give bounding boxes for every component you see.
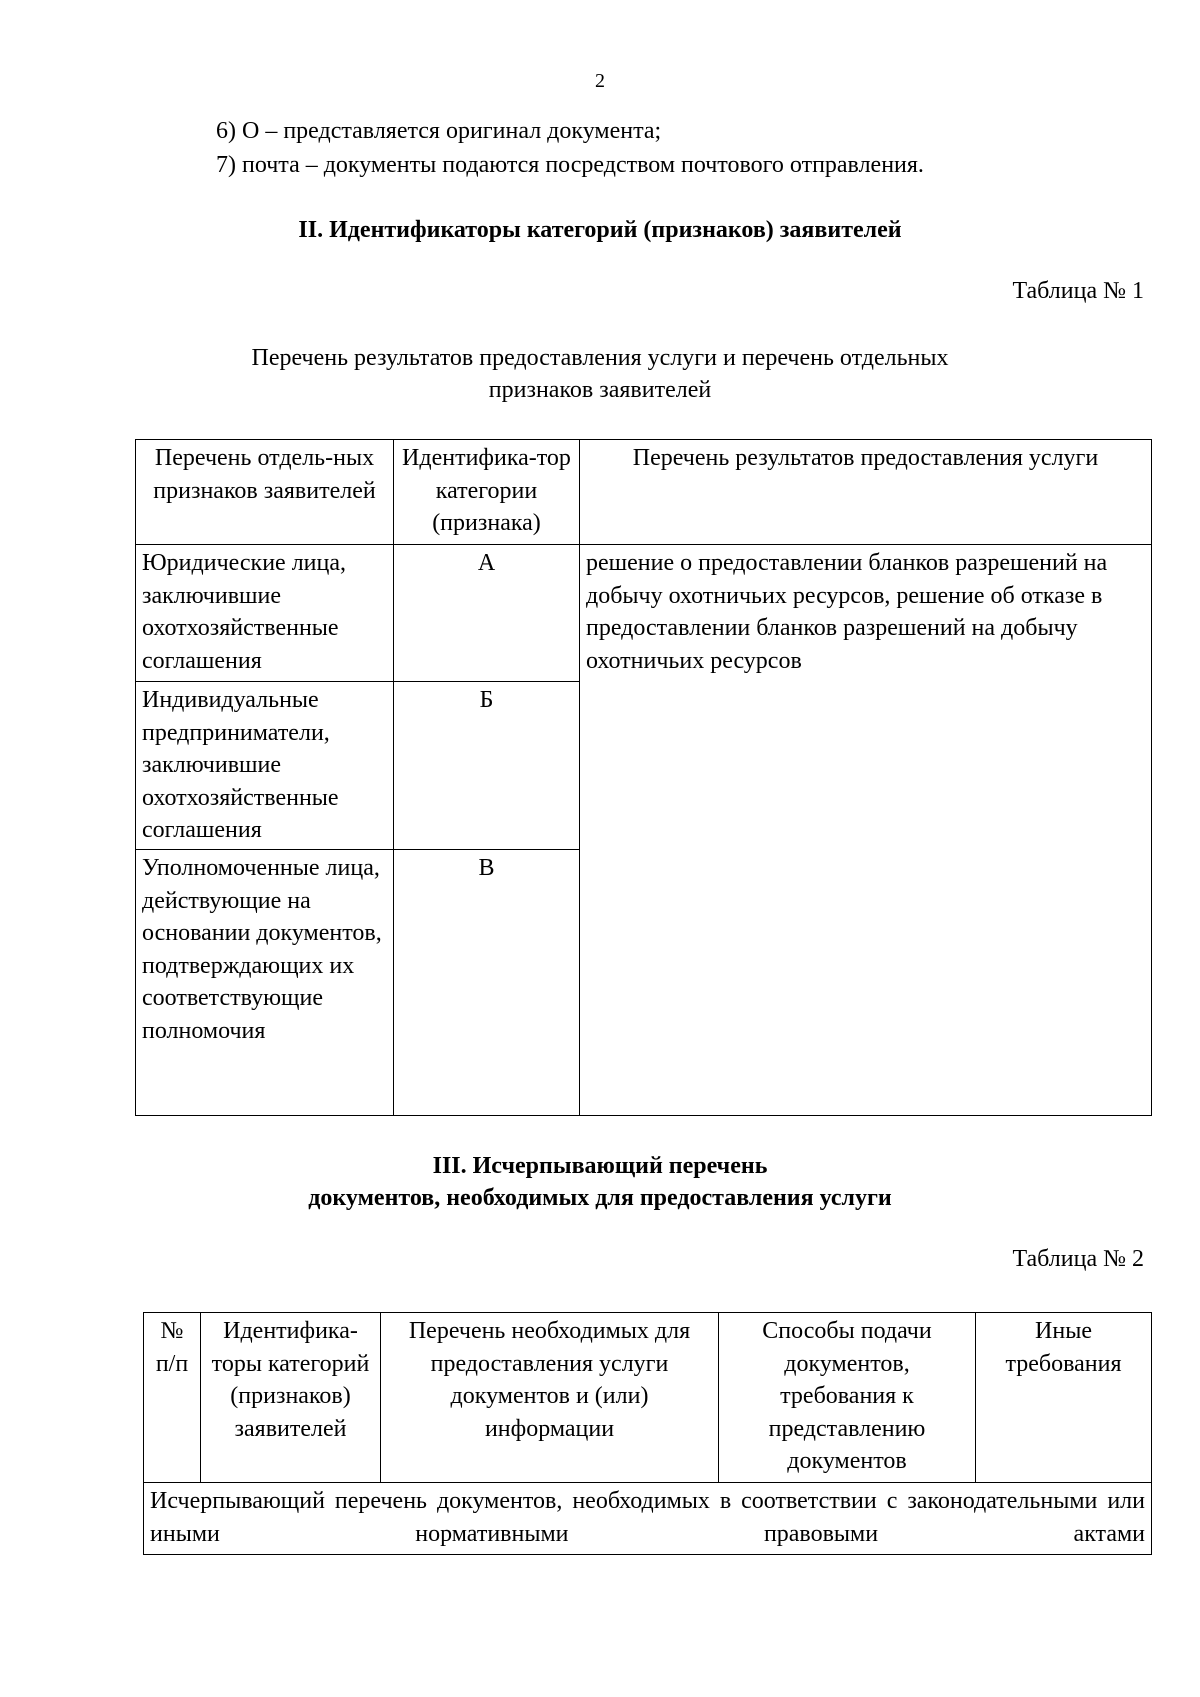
section-heading: документов, необходимых для предоставления услуги [308, 1185, 892, 1211]
category-cell: Уполномоченные лица, действующие на основании документов, подтверждающих их соответствующие полномочия [136, 850, 394, 1116]
page-number: 2 [595, 70, 605, 92]
identifier-cell: В [394, 850, 580, 1116]
column-header: Идентифика-тор категории (признака) [394, 440, 580, 545]
result-cell: решение о предоставлении бланков разрешений на добычу охотничьих ресурсов, решение об отказе в предоставлении бланков разрешений на добычу охотничьих ресурсов [580, 545, 1152, 1116]
column-header: Идентифика-торы категорий (признаков) заявителей [201, 1313, 381, 1483]
list-item: 6) О – представляется оригинал документа; [216, 118, 662, 144]
span-row-cell: Исчерпывающий перечень документов, необходимых в соответствии с законодательными или иными нормативными правовыми актами [144, 1483, 1152, 1555]
table-caption: признаков заявителей [488, 377, 712, 403]
table-header-row [136, 440, 1152, 545]
column-header: Способы подачи документов, требования к представлению документов [719, 1313, 976, 1483]
table-label: Таблица № 2 [1012, 1246, 1144, 1272]
identifier-cell: А [394, 545, 580, 682]
table-header-row [144, 1313, 1152, 1483]
table-label: Таблица № 1 [1012, 278, 1144, 304]
table-documents [143, 1312, 1152, 1555]
table-caption: Перечень результатов предоставления услуги и перечень отдельных [251, 345, 949, 371]
column-header: Перечень необходимых для предоставления услуги документов и (или) информации [381, 1313, 719, 1483]
category-cell: Юридические лица, заключившие охотхозяйственные соглашения [136, 545, 394, 682]
list-item: 7) почта – документы подаются посредством почтового отправления. [216, 152, 924, 178]
column-header: № п/п [144, 1313, 201, 1483]
section-heading: III. Исчерпывающий перечень [432, 1153, 768, 1179]
section-heading: II. Идентификаторы категорий (признаков) заявителей [298, 217, 902, 243]
column-header: Перечень результатов предоставления услуги [580, 440, 1152, 545]
table-row [136, 545, 1152, 682]
column-header: Иные требования [976, 1313, 1152, 1483]
table-row [144, 1483, 1152, 1555]
column-header: Перечень отдель-ных признаков заявителей [136, 440, 394, 545]
table-categories [135, 439, 1152, 1116]
identifier-cell: Б [394, 682, 580, 850]
category-cell: Индивидуальные предприниматели, заключившие охотхозяйственные соглашения [136, 682, 394, 850]
